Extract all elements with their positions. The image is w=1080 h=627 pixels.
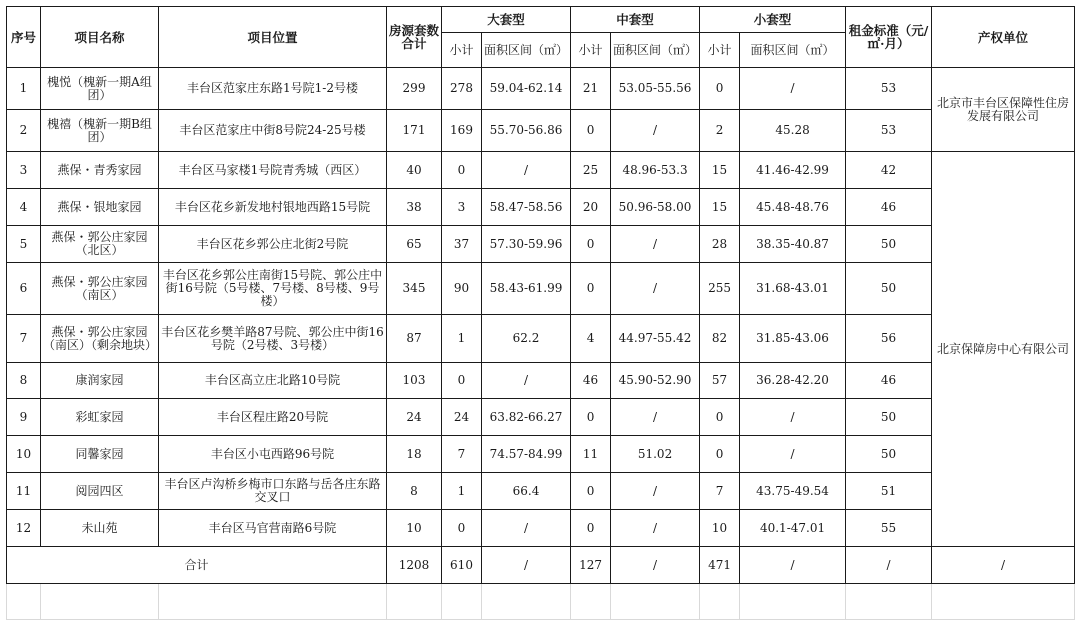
blank-cell	[7, 584, 41, 620]
totals-total: 1208	[387, 547, 442, 584]
blank-row	[7, 584, 1075, 620]
cell-name: 同馨家园	[41, 436, 159, 473]
table-row	[7, 510, 1075, 547]
blank-cell	[159, 584, 387, 620]
cell-small-area: 31.68-43.01	[740, 263, 846, 315]
cell-large-area: 59.04-62.14	[482, 68, 571, 110]
cell-small-count: 255	[700, 263, 740, 315]
totals-medium-area: /	[611, 547, 700, 584]
cell-small-area: 43.75-49.54	[740, 473, 846, 510]
cell-location: 丰台区高立庄北路10号院	[159, 363, 387, 399]
cell-name: 燕保・银地家园	[41, 189, 159, 226]
cell-seq: 1	[7, 68, 41, 110]
cell-rent: 53	[846, 68, 932, 110]
cell-large-count: 24	[442, 399, 482, 436]
cell-medium-count: 0	[571, 263, 611, 315]
cell-rent: 50	[846, 263, 932, 315]
cell-large-area: 58.43-61.99	[482, 263, 571, 315]
totals-row	[7, 547, 1075, 584]
cell-total: 87	[387, 315, 442, 363]
cell-location: 丰台区范家庄东路1号院1-2号楼	[159, 68, 387, 110]
cell-large-area: 57.30-59.96	[482, 226, 571, 263]
cell-large-count: 0	[442, 363, 482, 399]
blank-cell	[846, 584, 932, 620]
cell-large-count: 90	[442, 263, 482, 315]
header-small-area: 面积区间（㎡）	[740, 33, 846, 68]
header-large-subtotal: 小计	[442, 33, 482, 68]
blank-cell	[932, 584, 1075, 620]
table-row	[7, 399, 1075, 436]
header-large-area: 面积区间（㎡）	[482, 33, 571, 68]
blank-cell	[740, 584, 846, 620]
cell-medium-count: 25	[571, 152, 611, 189]
cell-location: 丰台区小屯西路96号院	[159, 436, 387, 473]
cell-small-area: 31.85-43.06	[740, 315, 846, 363]
totals-small-count: 471	[700, 547, 740, 584]
cell-large-count: 0	[442, 152, 482, 189]
table-body	[7, 68, 1075, 620]
housing-table	[6, 6, 1075, 620]
cell-medium-area: /	[611, 226, 700, 263]
cell-medium-count: 0	[571, 399, 611, 436]
cell-name: 燕保・郭公庄家园（南区）	[41, 263, 159, 315]
cell-medium-area: /	[611, 263, 700, 315]
cell-small-area: /	[740, 399, 846, 436]
table-row	[7, 263, 1075, 315]
cell-small-count: 15	[700, 189, 740, 226]
cell-seq: 10	[7, 436, 41, 473]
cell-small-count: 7	[700, 473, 740, 510]
cell-small-count: 57	[700, 363, 740, 399]
cell-rent: 56	[846, 315, 932, 363]
cell-location: 丰台区卢沟桥乡梅市口东路与岳各庄东路交叉口	[159, 473, 387, 510]
cell-rent: 50	[846, 436, 932, 473]
cell-medium-area: 48.96-53.3	[611, 152, 700, 189]
cell-large-count: 169	[442, 110, 482, 152]
blank-cell	[700, 584, 740, 620]
cell-total: 299	[387, 68, 442, 110]
cell-rent: 46	[846, 189, 932, 226]
blank-cell	[611, 584, 700, 620]
cell-seq: 12	[7, 510, 41, 547]
cell-name: 康润家园	[41, 363, 159, 399]
cell-large-count: 1	[442, 473, 482, 510]
cell-seq: 9	[7, 399, 41, 436]
cell-rent: 55	[846, 510, 932, 547]
cell-seq: 4	[7, 189, 41, 226]
cell-small-area: /	[740, 68, 846, 110]
cell-medium-area: 53.05-55.56	[611, 68, 700, 110]
cell-name: 燕保・郭公庄家园（北区）	[41, 226, 159, 263]
cell-small-count: 15	[700, 152, 740, 189]
cell-rent: 50	[846, 399, 932, 436]
cell-medium-count: 21	[571, 68, 611, 110]
cell-medium-count: 0	[571, 226, 611, 263]
cell-medium-area: /	[611, 473, 700, 510]
table-row	[7, 110, 1075, 152]
cell-large-area: 66.4	[482, 473, 571, 510]
cell-rent: 53	[846, 110, 932, 152]
cell-large-count: 3	[442, 189, 482, 226]
cell-name: 燕保・郭公庄家园（南区）（剩余地块）	[41, 315, 159, 363]
cell-large-count: 1	[442, 315, 482, 363]
totals-large-count: 610	[442, 547, 482, 584]
cell-large-area: /	[482, 152, 571, 189]
cell-large-count: 278	[442, 68, 482, 110]
cell-total: 24	[387, 399, 442, 436]
cell-large-area: 62.2	[482, 315, 571, 363]
cell-large-count: 0	[442, 510, 482, 547]
cell-location: 丰台区花乡新发地村银地西路15号院	[159, 189, 387, 226]
blank-cell	[442, 584, 482, 620]
totals-large-area: /	[482, 547, 571, 584]
cell-medium-count: 20	[571, 189, 611, 226]
header-rent: 租金标准（元/㎡·月）	[846, 7, 932, 68]
cell-name: 阅园四区	[41, 473, 159, 510]
cell-medium-area: 44.97-55.42	[611, 315, 700, 363]
cell-small-area: /	[740, 436, 846, 473]
totals-label: 合计	[7, 547, 387, 584]
cell-small-count: 0	[700, 399, 740, 436]
blank-cell	[571, 584, 611, 620]
cell-large-area: 58.47-58.56	[482, 189, 571, 226]
table-row	[7, 189, 1075, 226]
cell-large-count: 7	[442, 436, 482, 473]
cell-small-area: 38.35-40.87	[740, 226, 846, 263]
cell-location: 丰台区花乡郭公庄南街15号院、郭公庄中街16号院（5号楼、7号楼、8号楼、9号楼）	[159, 263, 387, 315]
cell-seq: 11	[7, 473, 41, 510]
cell-location: 丰台区范家庄中街8号院24-25号楼	[159, 110, 387, 152]
cell-large-area: 55.70-56.86	[482, 110, 571, 152]
cell-total: 8	[387, 473, 442, 510]
cell-medium-count: 11	[571, 436, 611, 473]
header-small: 小套型	[700, 7, 846, 33]
cell-medium-area: /	[611, 510, 700, 547]
blank-cell	[387, 584, 442, 620]
table-row	[7, 152, 1075, 189]
cell-large-area: /	[482, 363, 571, 399]
header-medium-subtotal: 小计	[571, 33, 611, 68]
cell-rent: 50	[846, 226, 932, 263]
cell-large-area: /	[482, 510, 571, 547]
header-medium-area: 面积区间（㎡）	[611, 33, 700, 68]
totals-owner: /	[932, 547, 1075, 584]
cell-medium-area: 50.96-58.00	[611, 189, 700, 226]
cell-total: 103	[387, 363, 442, 399]
cell-medium-count: 0	[571, 473, 611, 510]
cell-small-count: 10	[700, 510, 740, 547]
cell-location: 丰台区花乡郭公庄北街2号院	[159, 226, 387, 263]
blank-cell	[482, 584, 571, 620]
table-row	[7, 436, 1075, 473]
cell-rent: 46	[846, 363, 932, 399]
cell-name: 彩虹家园	[41, 399, 159, 436]
cell-location: 丰台区程庄路20号院	[159, 399, 387, 436]
cell-owner-group1: 北京市丰台区保障性住房发展有限公司	[932, 68, 1075, 152]
cell-small-area: 36.28-42.20	[740, 363, 846, 399]
cell-medium-area: /	[611, 110, 700, 152]
cell-location: 丰台区马家楼1号院青秀城（西区）	[159, 152, 387, 189]
cell-small-count: 0	[700, 436, 740, 473]
cell-medium-count: 0	[571, 510, 611, 547]
cell-small-count: 28	[700, 226, 740, 263]
cell-small-area: 41.46-42.99	[740, 152, 846, 189]
blank-cell	[41, 584, 159, 620]
cell-location: 丰台区马官营南路6号院	[159, 510, 387, 547]
cell-medium-count: 0	[571, 110, 611, 152]
cell-small-area: 40.1-47.01	[740, 510, 846, 547]
cell-name: 燕保・青秀家园	[41, 152, 159, 189]
cell-name: 槐悦（槐新一期A组团）	[41, 68, 159, 110]
cell-total: 65	[387, 226, 442, 263]
cell-small-count: 82	[700, 315, 740, 363]
table-row	[7, 473, 1075, 510]
cell-location: 丰台区花乡樊羊路87号院、郭公庄中街16号院（2号楼、3号楼）	[159, 315, 387, 363]
cell-total: 10	[387, 510, 442, 547]
cell-total: 40	[387, 152, 442, 189]
cell-small-area: 45.28	[740, 110, 846, 152]
totals-small-area: /	[740, 547, 846, 584]
cell-name: 槐禧（槐新一期B组团）	[41, 110, 159, 152]
cell-large-area: 63.82-66.27	[482, 399, 571, 436]
cell-total: 38	[387, 189, 442, 226]
table-row	[7, 363, 1075, 399]
cell-large-count: 37	[442, 226, 482, 263]
cell-rent: 51	[846, 473, 932, 510]
cell-large-area: 74.57-84.99	[482, 436, 571, 473]
cell-seq: 7	[7, 315, 41, 363]
cell-name: 未山苑	[41, 510, 159, 547]
header-name: 项目名称	[41, 7, 159, 68]
table-row	[7, 315, 1075, 363]
cell-total: 345	[387, 263, 442, 315]
totals-rent: /	[846, 547, 932, 584]
header-seq: 序号	[7, 7, 41, 68]
cell-owner-group2: 北京保障房中心有限公司	[932, 152, 1075, 547]
cell-total: 171	[387, 110, 442, 152]
cell-seq: 5	[7, 226, 41, 263]
cell-medium-area: /	[611, 399, 700, 436]
header-large: 大套型	[442, 7, 571, 33]
cell-seq: 3	[7, 152, 41, 189]
header-small-subtotal: 小计	[700, 33, 740, 68]
cell-small-area: 45.48-48.76	[740, 189, 846, 226]
cell-medium-count: 46	[571, 363, 611, 399]
cell-small-count: 2	[700, 110, 740, 152]
cell-medium-count: 4	[571, 315, 611, 363]
header-owner: 产权单位	[932, 7, 1075, 68]
header-medium: 中套型	[571, 7, 700, 33]
header-total: 房源套数合计	[387, 7, 442, 68]
header-location: 项目位置	[159, 7, 387, 68]
table-row	[7, 226, 1075, 263]
cell-medium-area: 51.02	[611, 436, 700, 473]
cell-rent: 42	[846, 152, 932, 189]
cell-small-count: 0	[700, 68, 740, 110]
cell-seq: 2	[7, 110, 41, 152]
table-row	[7, 68, 1075, 110]
cell-seq: 6	[7, 263, 41, 315]
cell-medium-area: 45.90-52.90	[611, 363, 700, 399]
totals-medium-count: 127	[571, 547, 611, 584]
cell-total: 18	[387, 436, 442, 473]
cell-seq: 8	[7, 363, 41, 399]
